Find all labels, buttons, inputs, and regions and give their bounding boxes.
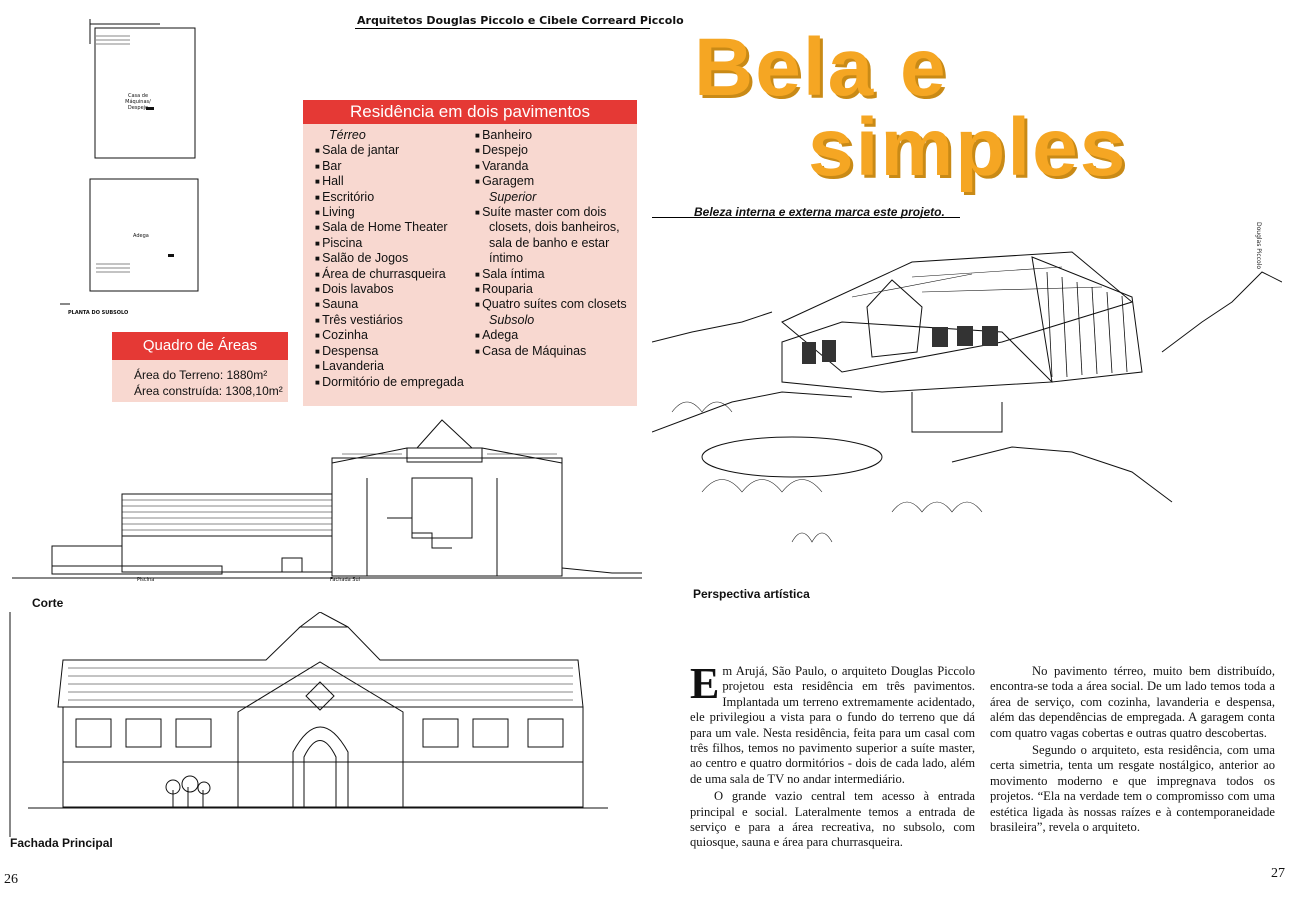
- article-column-2: [990, 664, 1275, 835]
- residence-list-item: ■ Piscina: [315, 236, 464, 251]
- residence-column-1: [315, 128, 464, 390]
- article-column-1: [690, 659, 975, 851]
- area-terreno: Área do Terreno: 1880m²: [134, 368, 268, 382]
- section-caption: Corte: [32, 596, 64, 610]
- residence-list-item: ■ Sala de jantar: [315, 143, 464, 158]
- residence-list-item: ■ Área de churrasqueira: [315, 267, 464, 282]
- section-drawing: [12, 418, 642, 598]
- residence-list-item: íntimo: [489, 251, 524, 266]
- article-paragraph-3: No pavimento térreo, muito bem distribuído, encontra-se toda a área social. De um lado temos toda a área de serviço, com cozinha, lavanderia e despensa, além das dependências de empregada. A garagem conta com quatro vagas cobertas e outras quatro descobertas.: [990, 664, 1275, 740]
- residence-list-item: ■ Dormitório de empregada: [315, 375, 464, 390]
- article-paragraph-2: O grande vazio central tem acesso à entrada principal e social. Lateralmente temos a entrada de serviço e para a área recreativa, no subsolo, com quiosque, sauna e área para churrasqueira.: [690, 789, 975, 850]
- residence-list-item: sala de banho e estar: [489, 235, 610, 250]
- perspective-drawing: [652, 232, 1282, 577]
- architects-credit: Arquitetos Douglas Piccolo e Cibele Correard Piccolo: [357, 14, 684, 27]
- floorplan-room2: Adega: [133, 233, 149, 239]
- residence-list-item: ■ Sala íntima: [475, 267, 627, 282]
- floorplan-drawing: [60, 14, 280, 324]
- article-paragraph-1: Em Arujá, São Paulo, o arquiteto Douglas Piccolo projetou esta residência em três pavimentos. Implantada um terreno extremamente acidentado, ele privilegiou a vista para o fundo do terreno que dá para um vale. Nesta residência, feita para um casal com três filhos, temos no pavimento superior a suíte master, ao centro e quatro dormitórios - dois de cada lado, além de uma sala de TV no andar intermediário.: [690, 659, 975, 786]
- residence-section-heading: Térreo: [329, 128, 366, 142]
- residence-list-item: ■ Bar: [315, 159, 464, 174]
- page-number-right: 27: [1271, 866, 1285, 881]
- residence-list-item: ■ Suíte master com dois: [475, 205, 627, 220]
- perspective-signature: Douglas Piccolo: [1255, 222, 1262, 270]
- perspective-caption: Perspectiva artística: [693, 587, 810, 601]
- facade-drawing: [8, 612, 618, 842]
- section-label-piscina: Piscina: [137, 577, 155, 583]
- residence-column-2: [475, 128, 627, 359]
- residence-list-item: ■ Salão de Jogos: [315, 251, 464, 266]
- facade-caption: Fachada Principal: [10, 836, 113, 850]
- residence-section-heading: Superior: [489, 189, 537, 204]
- residence-list-item: ■ Dois lavabos: [315, 282, 464, 297]
- residence-list-item: ■ Sala de Home Theater: [315, 220, 464, 235]
- residence-section-heading: Subsolo: [489, 312, 535, 327]
- residence-list-item: ■ Quatro suítes com closets: [475, 297, 627, 312]
- dropcap: E: [690, 659, 720, 708]
- residence-list-item: ■ Casa de Máquinas: [475, 344, 627, 359]
- header-rule: [355, 28, 650, 29]
- residence-list-item: ■ Cozinha: [315, 328, 464, 343]
- residence-list-item: ■ Hall: [315, 174, 464, 189]
- residence-list-item: ■ Garagem: [475, 174, 627, 189]
- areas-heading: Quadro de Áreas: [112, 332, 288, 360]
- residence-list-item: ■ Despejo: [475, 143, 627, 158]
- residence-list-item: ■ Três vestiários: [315, 313, 464, 328]
- residence-box: [303, 100, 637, 406]
- residence-list-item: closets, dois banheiros,: [489, 220, 620, 235]
- residence-list-item: ■ Adega: [475, 328, 627, 343]
- title-line2: simples: [808, 102, 1128, 193]
- page-number-left: 26: [4, 872, 18, 887]
- residence-list-item: ■ Sauna: [315, 297, 464, 312]
- residence-list-item: ■ Varanda: [475, 159, 627, 174]
- section-label-fachada: Fachada Sul: [330, 577, 361, 583]
- residence-list-item: ■ Despensa: [315, 344, 464, 359]
- subtitle: Beleza interna e externa marca este projeto.: [694, 205, 945, 219]
- floorplan-label: PLANTA DO SUBSOLO: [68, 310, 129, 316]
- article-paragraph-4: Segundo o arquiteto, esta residência, com uma certa simetria, tenta um resgate nostálgico, anterior ao movimento moderno e que impregnava todos os projetos. “Ela na verdade tem o compromisso com uma estética ligada às nossas raízes e à contemporaneidade brasileira”, revela o arquiteto.: [990, 743, 1275, 835]
- area-construida: Área construída: 1308,10m²: [134, 384, 283, 398]
- residence-list-item: ■ Rouparia: [475, 282, 627, 297]
- residence-list-item: ■ Escritório: [315, 190, 464, 205]
- residence-list-item: ■ Living: [315, 205, 464, 220]
- residence-heading: Residência em dois pavimentos: [303, 100, 637, 124]
- floorplan-room1: Casa de Máquinas/ Despejo: [125, 93, 151, 111]
- residence-list-item: ■ Banheiro: [475, 128, 627, 143]
- areas-box: [112, 332, 288, 402]
- residence-list-item: ■ Lavanderia: [315, 359, 464, 374]
- title-line1: Bela e: [694, 22, 948, 113]
